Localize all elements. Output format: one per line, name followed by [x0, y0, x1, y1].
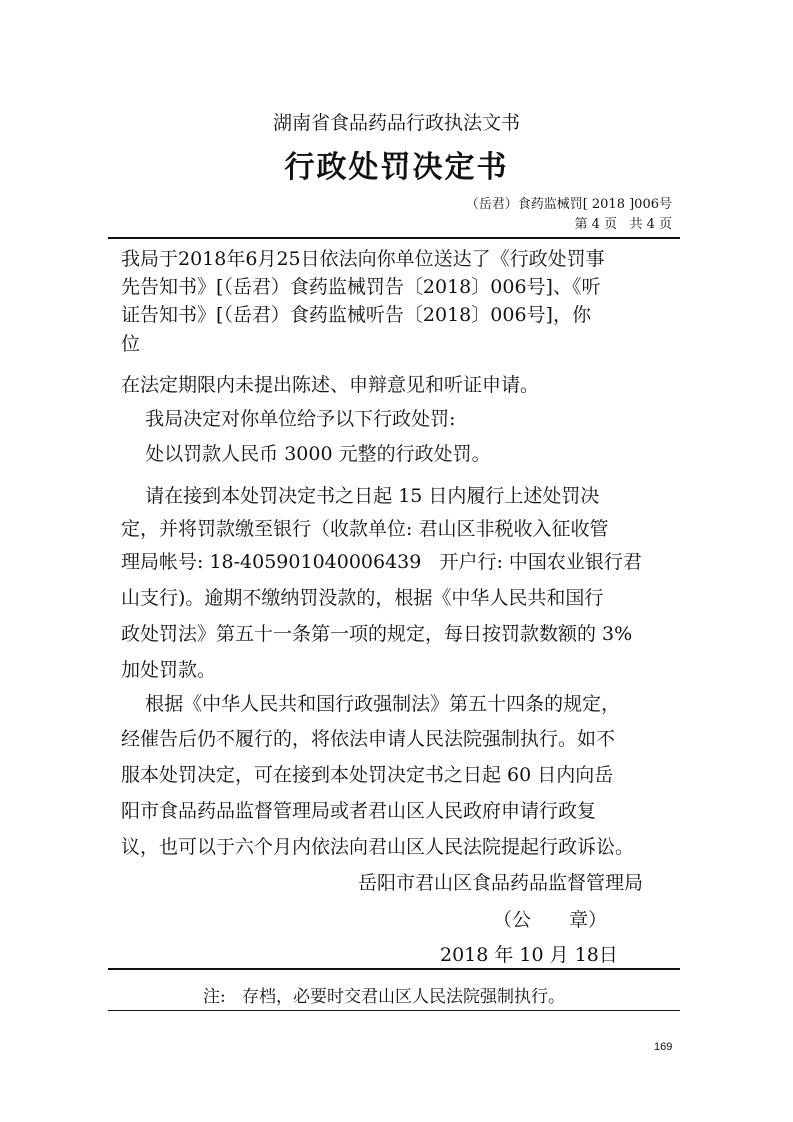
body-line: 位: [121, 333, 141, 355]
page-number: 169: [654, 1041, 673, 1053]
body-line: 议，也可以于六个月内依法向君山区人民法院提起行政诉讼。: [121, 836, 635, 858]
bottom-divider: [108, 1010, 680, 1011]
top-divider: [108, 237, 680, 239]
body-line: 处以罚款人民币 3000 元整的行政处罚。: [121, 443, 491, 465]
signing-organization: 岳阳市君山区食品药品监督管理局: [358, 872, 644, 894]
body-line: 政处罚法》第五十一条第一项的规定，每日按罚款数额的 3%: [121, 623, 633, 645]
body-line: 我局决定对你单位给予以下行政处罚:: [121, 408, 456, 430]
document-number: （岳君）食药监械罚[ 2018 ]006号: [465, 197, 672, 212]
body-line: 先告知书》[（岳君）食药监械罚告〔2018〕006号]、《听: [121, 276, 601, 298]
body-line: 服本处罚决定，可在接到本处罚决定书之日起 60 日内向岳: [121, 764, 614, 786]
body-line: 证告知书》[（岳君）食药监械听告〔2018〕006号]，你: [121, 304, 591, 326]
agency-line: 湖南省食品药品行政执法文书: [272, 112, 520, 134]
body-line: 山支行)。逾期不缴纳罚没款的，根据《中华人民共和国行: [121, 587, 604, 609]
body-line: 理局帐号: 18-405901040006439 开户行: 中国农业银行君: [121, 551, 642, 573]
body-line: 在法定期限内未提出陈述、申辩意见和听证申请。: [121, 374, 540, 396]
body-line: 我局于2018年6月25日依法向你单位送达了《行政处罚事: [121, 248, 605, 270]
body-line: 阳市食品药品监督管理局或者君山区人民政府申请行政复: [121, 800, 597, 822]
body-line: 经催告后仍不履行的，将依法申请人民法院强制执行。如不: [121, 728, 616, 750]
footer-note: 注: 存档，必要时交君山区人民法院强制执行。: [203, 987, 565, 1007]
middle-divider: [108, 968, 680, 970]
body-line: 请在接到本处罚决定书之日起 15 日内履行上述处罚决: [121, 485, 600, 507]
body-line: 根据《中华人民共和国行政强制法》第五十四条的规定，: [121, 693, 621, 715]
document-title: 行政处罚决定书: [284, 150, 509, 185]
body-line: 定，并将罚款缴至银行（收款单位: 君山区非税收入征收管: [121, 518, 609, 540]
body-line: 加处罚款。: [121, 659, 217, 681]
page-info: 第 4 页 共 4 页: [574, 217, 672, 232]
seal-placeholder: （公 章）: [493, 909, 608, 931]
signing-date: 2018 年 10 月 18日: [440, 944, 618, 966]
